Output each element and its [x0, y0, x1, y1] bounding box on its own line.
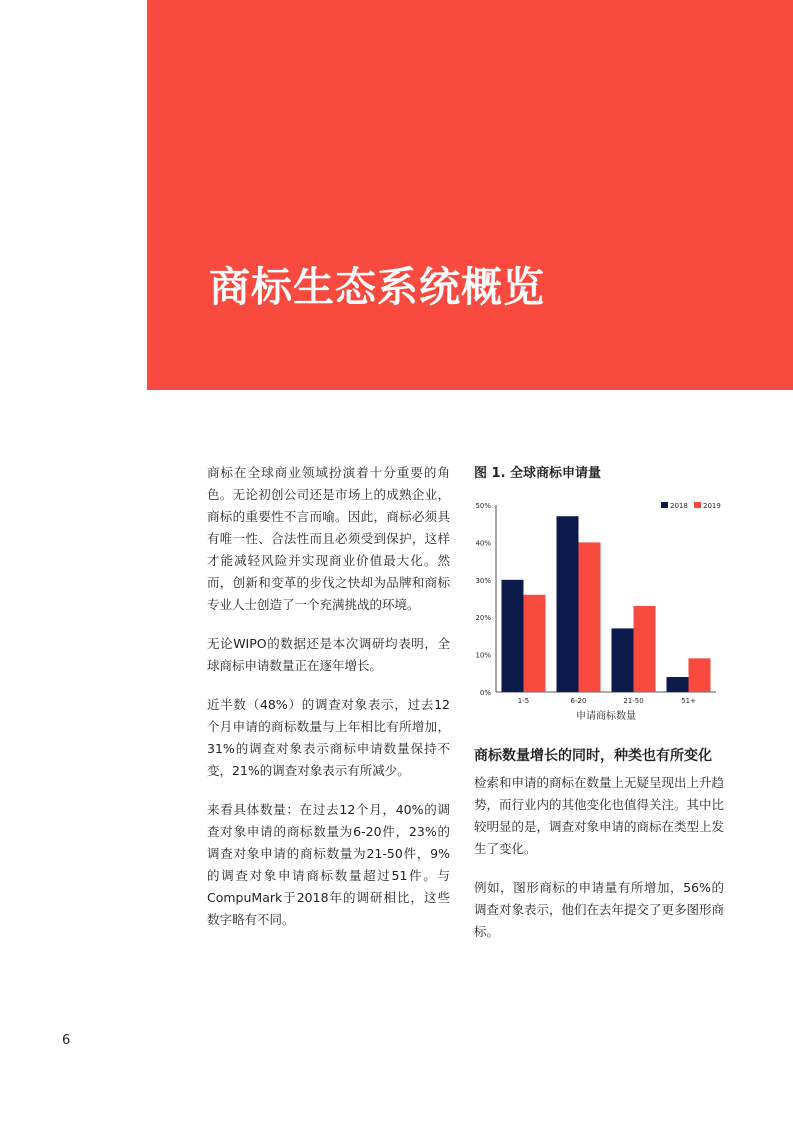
- bar-2019-6-20: [579, 542, 601, 692]
- trademark-chart: [474, 490, 724, 725]
- y-tick-label: 0%: [479, 689, 491, 697]
- right-column: [474, 772, 724, 960]
- legend-swatch-2019: [694, 502, 701, 508]
- page-number: 6: [62, 1033, 71, 1048]
- bar-2018-6-20: [557, 516, 579, 692]
- page-title: 商标生态系统概览: [209, 263, 545, 311]
- legend-swatch-2018: [661, 502, 668, 508]
- y-tick-label: 30%: [475, 576, 491, 585]
- x-tick-label: 51+: [681, 697, 696, 705]
- x-axis-title: 申请商标数量: [576, 711, 636, 722]
- y-tick-label: 40%: [475, 539, 491, 548]
- paragraph-trend: 检索和申请的商标在数量上无疑呈现出上升趋势，而行业内的其他变化也值得关注。其中比较明显的是，调查对象申请的商标在类型上发生了变化。: [474, 775, 725, 856]
- x-tick-label: 21-50: [623, 697, 644, 705]
- bar-2019-21-50: [634, 606, 656, 692]
- paragraph-survey: 近半数（48%）的调查对象表示，过去12个月申请的商标数量与上年相比有所增加，31%的调查对象表示商标申请数量保持不变，21%的调查对象表示有所减少。: [207, 697, 450, 778]
- figure-title: 图 1. 全球商标申请量: [474, 466, 602, 481]
- legend-label-2018: 2018: [670, 502, 688, 510]
- paragraph-example: 例如，图形商标的申请量有所增加，56%的调查对象表示，他们在去年提交了更多图形商标。: [474, 880, 725, 939]
- y-tick-label: 20%: [475, 614, 491, 623]
- bar-2018-21-50: [612, 628, 634, 692]
- left-column: [207, 462, 450, 948]
- figure-header: [474, 462, 724, 486]
- legend-label-2019: 2019: [703, 502, 721, 510]
- section-title: 商标数量增长的同时，种类也有所变化: [474, 748, 712, 764]
- chart-svg: [474, 490, 724, 725]
- hero-banner: [147, 0, 793, 390]
- bar-2018-1-5: [502, 580, 524, 692]
- paragraph-wipo: 无论WIPO的数据还是本次调研均表明，全球商标申请数量正在逐年增长。: [207, 636, 450, 673]
- y-tick-label: 50%: [475, 502, 491, 510]
- paragraph-quantity: 来看具体数量：在过去12个月，40%的调查对象申请的商标数量为6-20件，23%的调查对象申请的商标数量为21-50件，9%的调查对象申请商标数量超过51件。与CompuMark于2018年的调研相比，这些数字略有不同。: [207, 802, 450, 927]
- bar-2019-1-5: [524, 595, 546, 692]
- bar-2019-51+: [689, 658, 711, 692]
- paragraph-intro: 商标在全球商业领域扮演着十分重要的角色。无论初创公司还是市场上的成熟企业，商标的重要性不言而喻。因此，商标必须具有唯一性、合法性而且必须受到保护，这样才能减轻风险并实现商业价值最大化。然而，创新和变革的步伐之快却为品牌和商标专业人士创造了一个充满挑战的环境。: [207, 465, 450, 612]
- bar-2018-51+: [667, 677, 689, 692]
- x-tick-label: 1-5: [517, 697, 530, 705]
- y-tick-label: 10%: [475, 651, 491, 660]
- x-tick-label: 6-20: [570, 697, 587, 705]
